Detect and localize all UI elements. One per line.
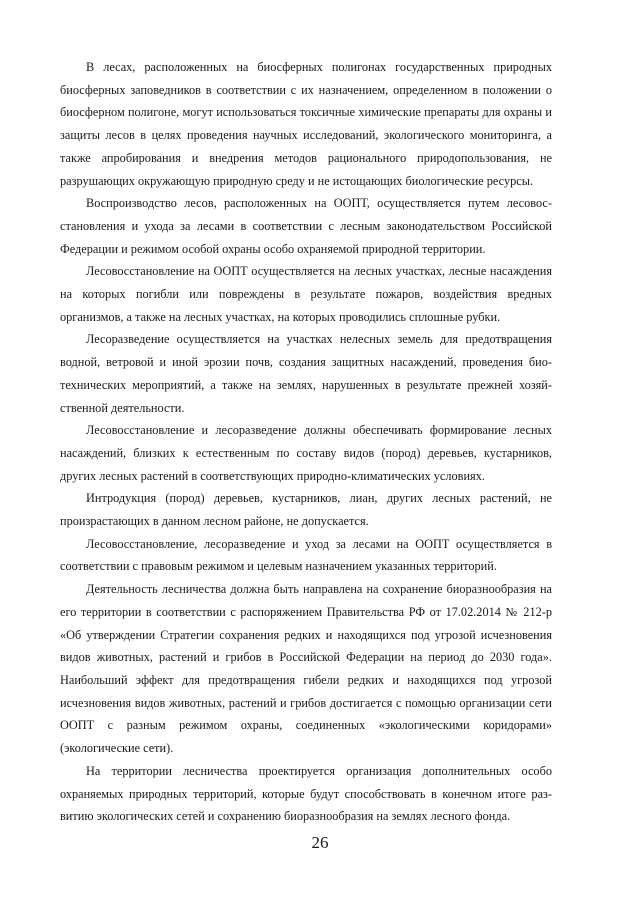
paragraph-legal-regime: Лесовосстановление, лесоразведение и уход за лесами на ООПТ осуществляется в соответствии с правовым режимом и целевым назначением указанных территорий. <box>60 536 552 574</box>
paragraph-reforestation: Лесовосстановление на ООПТ осуществляется на лесных участках, лесные насаждения на которых погибли или повреждены в результате пожаров, воздействия вредных организмов, а также на лесных участках, на которых проводились сплошные рубки. <box>60 264 552 324</box>
paragraph-stand-formation: Лесовосстановление и лесоразведение должны обеспечивать формирование лесных насаждений, близких к естественным по составу видов (пород) деревьев, кустарников, других лесных растений в соответствующих природно-климатических условиях. <box>60 423 552 483</box>
page-number: 26 <box>311 833 329 852</box>
paragraph-additional-territories: На территории лесничества проектируется организация дополнительных особо охраняемых природных территорий, которые будут способствовать в конечном итоге развитию экологических сетей и сохранению биоразнообразия на землях лесного фонда. <box>60 763 552 824</box>
paragraph-forest-reproduction: Воспроизводство лесов, расположенных на ООПТ, осуществляется путем лесовосстановления и ухода за лесами в соответствии с лесным законодательством Российской Федерации и режимом особой охраны особо охраняемой природной территории. <box>60 196 552 256</box>
paragraph-afforestation: Лесоразведение осуществляется на участках нелесных земель для предотвращения водной, ветровой и иной эрозии почв, создания защитных насаждений, проведения биотехнических мероприятий, а также на землях, нарушенных в результате прежней хозяйственной деятельности. <box>60 332 552 415</box>
paragraph-introduction: Интродукция (пород) деревьев, кустарников, лиан, других лесных растений, не произрастающих в данном лесном районе, не допускается. <box>60 491 552 529</box>
body-text <box>60 56 552 828</box>
paragraph-biosphere-polygons: В лесах, расположенных на биосферных полигонах государственных природных биосферных заповедников в соответствии с их назначением, определенном в положении о биосферном полигоне, могут использоваться токсичные химические препараты для охраны и защиты лесов в целях проведения научных исследований, экологического мониторинга, а также апробирования и внедрения методов рационального природопользования, не разрушающих окружающую природную среду и не истощающих биологические ресурсы. <box>60 60 552 188</box>
paragraph-biodiversity: Деятельность лесничества должна быть направлена на сохранение биоразнообразия на его территории в соответствии с распоряжением Правительства РФ от 17.02.2014 № 212-р «Об утверждении Стратегии сохранения редких и находящихся под угрозой исчезновения видов животных, растений и грибов в Российской Федерации на период до 2030 года». Наибольший эффект для предотвращения гибели редких и находящихся под угрозой исчезновения видов животных, растений и грибов достигается с помощью организации сети ООПТ с разным режимом охраны, соединенных «экологическими коридорами» (экологические сети). <box>60 582 552 756</box>
